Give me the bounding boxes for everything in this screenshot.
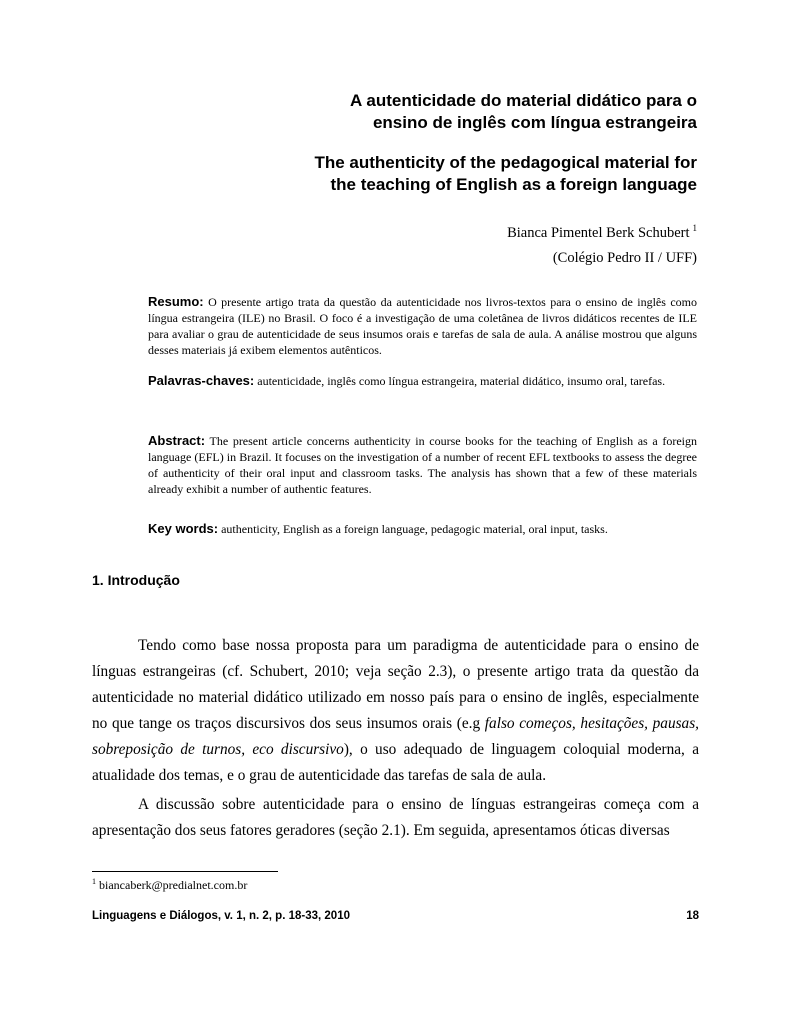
palavras-chaves-block bbox=[148, 373, 697, 389]
palavras-chaves-label: Palavras-chaves: bbox=[148, 373, 255, 388]
body-paragraph-2: A discussão sobre autenticidade para o ensino de línguas estrangeiras começa com a apresentação dos seus fatores geradores (seção 2.1). Em seguida, apresentamos óticas diversas bbox=[92, 796, 699, 839]
paragraph-1-italic-examples: falso começos, hesitações, pausas, sobreposição de turnos, eco discursivo bbox=[92, 714, 699, 758]
author-affiliation: (Colégio Pedro II / UFF) bbox=[552, 250, 697, 266]
author-footnote-ref: 1 bbox=[692, 223, 697, 233]
keywords-text: authenticity, English as a foreign language, pedagogic material, oral input, tasks. bbox=[221, 522, 608, 536]
title-english bbox=[314, 152, 697, 196]
author-name-line bbox=[507, 223, 697, 242]
title-portuguese-line1: A autenticidade do material didático para o bbox=[350, 91, 697, 110]
title-portuguese-line2: ensino de inglês com língua estrangeira bbox=[372, 113, 697, 132]
title-portuguese bbox=[350, 90, 697, 134]
footer-citation: Linguagens e Diálogos, v. 1, n. 2, p. 18-33, 2010 bbox=[92, 910, 350, 922]
title-english-line2: the teaching of English as a foreign language bbox=[330, 175, 697, 194]
paragraph-1-text-a: Tendo como base nossa proposta para um paradigma de autenticidade para o ensino de línguas estrangeiras (cf. Schubert, 2010; veja seção 2.3), o presente artigo trata da questão da autenticidade no material didático utilizado em nosso país para o ensino de inglês, especialmente no que tange os traços discursivos dos seus insumos orais (e.g bbox=[92, 637, 699, 732]
abstract-label: Abstract: bbox=[148, 433, 206, 448]
footnote-email: biancaberk@predialnet.com.br bbox=[99, 878, 248, 892]
author-name: Bianca Pimentel Berk Schubert bbox=[507, 225, 690, 241]
section-heading: 1. Introdução bbox=[92, 572, 180, 588]
resumo-block bbox=[148, 294, 739, 358]
resumo-label: Resumo: bbox=[148, 294, 204, 309]
title-english-line1: The authenticity of the pedagogical material for bbox=[314, 153, 697, 172]
resumo-text: O presente artigo trata da questão da autenticidade nos livros-textos para o ensino de inglês como língua estrangeira (ILE) no Brasil. O foco é a investigação de uma coletânea de livros didáticos recentes de ILE para avaliar o grau de autenticidade de seus insumos orais e tarefas de sala de aula. A análise mostrou que alguns desses materiais já exibem elementos autênticos. bbox=[148, 295, 739, 357]
footnote-divider bbox=[92, 871, 278, 872]
abstract-block bbox=[148, 433, 697, 497]
keywords-block bbox=[148, 521, 697, 537]
footnote bbox=[92, 877, 247, 893]
abstract-text: The present article concerns authenticity in course books for the teaching of English as a foreign language (EFL) in Brazil. It focuses on the investigation of a number of recent EFL textbooks to assess the degree of authenticity of their oral input and classroom tasks. The analysis has shown that a few of these materials already exhibit a number of authentic features. bbox=[148, 434, 697, 496]
footnote-number: 1 bbox=[92, 877, 96, 886]
keywords-label: Key words: bbox=[148, 521, 219, 536]
palavras-chaves-text: autenticidade, inglês como língua estrangeira, material didático, insumo oral, tarefas. bbox=[257, 374, 666, 388]
footer-page-number: 18 bbox=[686, 910, 699, 922]
body-paragraph-1 bbox=[92, 633, 699, 788]
paragraph-1-text-b: ), o uso adequado de linguagem coloquial moderna, a atualidade dos temas, e o grau de autenticidade das tarefas de sala de aula. bbox=[92, 740, 699, 784]
